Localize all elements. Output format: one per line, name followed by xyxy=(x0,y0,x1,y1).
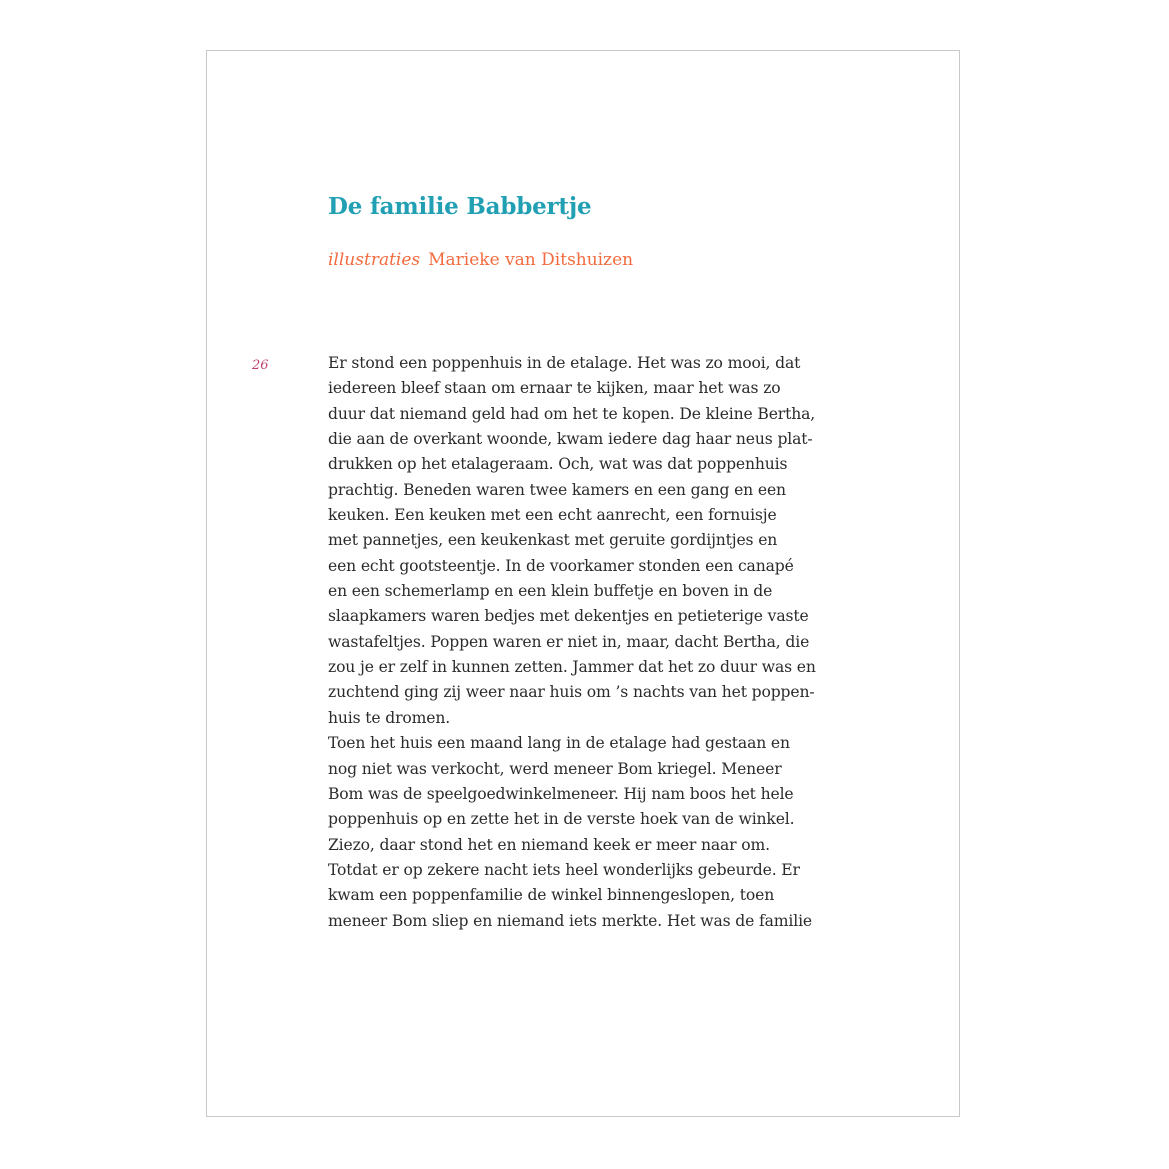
text-line: slaapkamers waren bedjes met dekentjes en petieterige vaste xyxy=(328,607,809,626)
text-line: duur dat niemand geld had om het te kopen. De kleine Bertha, xyxy=(328,404,816,423)
text-line: met pannetjes, een keukenkast met geruite gordijntjes en xyxy=(328,531,778,550)
illustrator-credit xyxy=(328,250,633,270)
body-text xyxy=(328,351,828,934)
text-line: zou je er zelf in kunnen zetten. Jammer dat het zo duur was en xyxy=(328,658,816,677)
page-number: 26 xyxy=(252,358,269,373)
text-line: drukken op het etalageraam. Och, wat was dat poppenhuis xyxy=(328,455,788,474)
story-title: De familie Babbertje xyxy=(328,193,592,220)
text-line: huis te dromen. xyxy=(328,708,451,727)
text-line: poppenhuis op en zette het in de verste hoek van de winkel. xyxy=(328,810,795,829)
text-line: nog niet was verkocht, werd meneer Bom kriegel. Meneer xyxy=(328,759,782,778)
text-line: keuken. Een keuken met een echt aanrecht, een fornuisje xyxy=(328,506,777,525)
text-line: die aan de overkant woonde, kwam iedere dag haar neus plat- xyxy=(328,430,813,449)
text-line: kwam een poppenfamilie de winkel binnengeslopen, toen xyxy=(328,886,775,905)
text-line: een echt gootsteentje. In de voorkamer stonden een canapé xyxy=(328,556,794,575)
credit-role: illustraties xyxy=(328,250,421,270)
text-line: Er stond een poppenhuis in de etalage. Het was zo mooi, dat xyxy=(328,354,801,372)
text-line: zuchtend ging zij weer naar huis om ’s nachts van het poppen- xyxy=(328,683,815,702)
document-page xyxy=(206,50,960,1117)
text-line: Ziezo, daar stond het en niemand keek er meer naar om. xyxy=(328,835,770,854)
text-line: en een schemerlamp en een klein buffetje en boven in de xyxy=(328,582,773,601)
text-line: Toen het huis een maand lang in de etalage had gestaan en xyxy=(328,734,790,753)
text-line: prachtig. Beneden waren twee kamers en een gang en een xyxy=(328,480,786,499)
text-line: meneer Bom sliep en niemand iets merkte. Het was de familie xyxy=(328,911,812,930)
text-line: iedereen bleef staan om ernaar te kijken, maar het was zo xyxy=(328,379,781,398)
text-line: wastafeltjes. Poppen waren er niet in, maar, dacht Bertha, die xyxy=(328,632,810,651)
credit-name: Marieke van Ditshuizen xyxy=(428,250,634,270)
text-line: Bom was de speelgoedwinkelmeneer. Hij nam boos het hele xyxy=(328,784,794,803)
text-line: Totdat er op zekere nacht iets heel wonderlijks gebeurde. Er xyxy=(328,860,800,879)
